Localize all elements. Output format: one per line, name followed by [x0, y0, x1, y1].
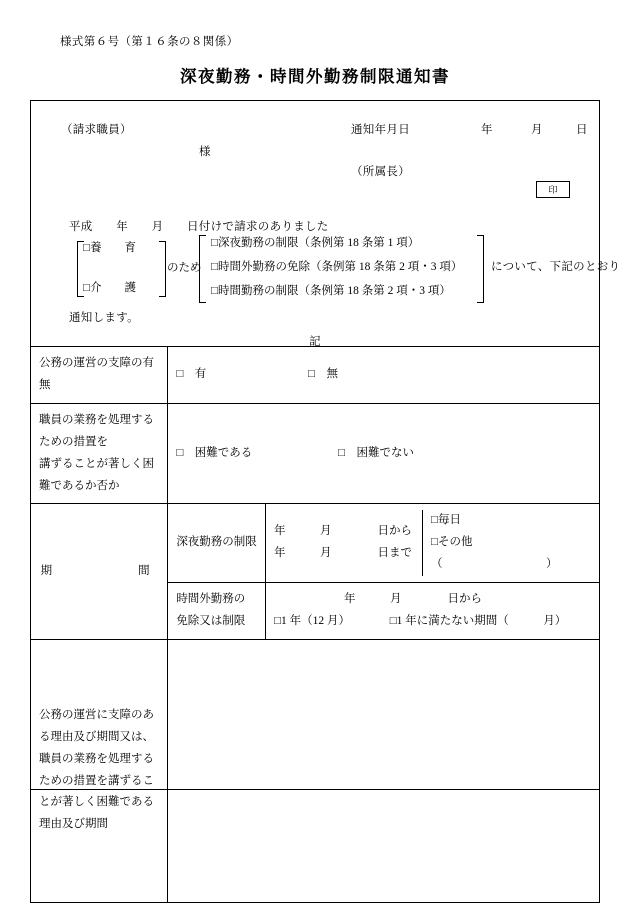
notice-date-label: 通知年月日: [351, 124, 410, 136]
row-label-reason-line1: 公務の運営に支障のあ: [39, 709, 154, 722]
row-label-reason: [31, 639, 168, 902]
form-number: 様式第６号（第１６条の８関係）: [60, 36, 239, 48]
period-overtime-options: [274, 611, 591, 633]
period-night-work-values: [266, 504, 600, 583]
form-outer-box: [30, 100, 621, 831]
table-row: [31, 504, 600, 583]
row-label-reason-line6: 理由及び期間: [39, 818, 108, 831]
form-table: [30, 346, 600, 903]
checkbox-childcare[interactable]: □養 育: [83, 242, 136, 254]
row-label-reason-line4: ための措置を講ずるこ: [39, 774, 154, 787]
period-overtime-values: [266, 582, 600, 639]
notify-line: 通知します。: [69, 312, 139, 324]
sub-label-night-work: 深夜勤務の制限: [168, 504, 266, 583]
checkbox-one-year[interactable]: □1 年（12 月）: [274, 614, 350, 627]
checkbox-less-than-one-year[interactable]: □1 年に満たない期間（ 月）: [389, 614, 567, 627]
checkbox-nursingcare[interactable]: □介 護: [83, 282, 136, 294]
period-night-from[interactable]: 年 月 日から: [274, 525, 412, 538]
sub-label-overtime-line1: 時間外勤務の: [176, 592, 246, 605]
reason-input-area[interactable]: [168, 639, 600, 902]
checkbox-hindrance-yes[interactable]: □ 有: [176, 368, 207, 381]
bracket-right-choice: [477, 235, 484, 303]
row-label-reason-line3: 職員の業務を処理する: [39, 752, 154, 765]
reason-group: [71, 239, 202, 301]
period-night-to[interactable]: 年 月 日まで: [274, 547, 412, 560]
period-night-options: [422, 510, 591, 576]
notice-date-year: 年: [481, 124, 493, 136]
checkbox-night-work-restriction[interactable]: □深夜勤務の制限（条例第 18 条第 1 項）: [211, 237, 420, 249]
row-label-hindrance: 公務の運営の支障の有無: [31, 347, 168, 404]
table-row: [31, 639, 600, 902]
row-label-difficulty: [31, 404, 168, 504]
notice-date-day: 日: [576, 124, 588, 136]
ki-marker: 記: [309, 336, 321, 348]
checkbox-overtime-exemption[interactable]: □時間外勤務の免除（条例第 18 条第 2 項・3 項）: [211, 261, 463, 273]
period-night-work-dates: [274, 521, 412, 565]
about-line: について、下記のとおり: [491, 261, 621, 273]
row-label-difficulty-line1: 職員の業務を処理するための措置を: [39, 414, 154, 448]
chief-label: （所属長）: [351, 166, 410, 178]
table-row: [31, 347, 600, 404]
request-line: 平成 年 月 日付けで請求のありました: [69, 221, 329, 233]
claimant-label: （請求職員）: [61, 124, 132, 136]
page-title: 深夜勤務・時間外勤務制限通知書: [180, 67, 450, 86]
checkbox-other[interactable]: □その他（ ）: [431, 536, 558, 571]
checkbox-not-difficult[interactable]: □ 困難でない: [338, 446, 414, 459]
checkbox-difficult[interactable]: □ 困難である: [176, 446, 253, 459]
row-label-period: 期 間: [31, 504, 168, 639]
sub-label-overtime: [168, 582, 266, 639]
addressee-honorific: 様: [199, 146, 211, 158]
checkbox-overtime-restriction[interactable]: □時間勤務の制限（条例第 18 条第 2 項・3 項）: [211, 285, 451, 297]
bracket-right-reason: [159, 241, 166, 297]
row-options-hindrance: [168, 347, 600, 404]
period-overtime-from[interactable]: 年 月 日から: [344, 592, 482, 605]
checkbox-hindrance-no[interactable]: □ 無: [308, 368, 338, 381]
notice-date-month: 月: [531, 124, 543, 136]
row-options-difficulty: [168, 404, 600, 504]
row-label-reason-line5: とが著しく困難である: [39, 796, 154, 809]
row-label-reason-line2: る理由及び期間又は、: [39, 730, 154, 743]
table-row: [31, 404, 600, 504]
form-header-area: [31, 101, 621, 348]
choice-group: [199, 233, 489, 305]
seal-box: 印: [536, 181, 570, 198]
row-label-difficulty-line2: 講ずることが著しく困難であるか否か: [39, 457, 154, 492]
for-the-purpose-label: のため: [167, 262, 202, 274]
sub-label-overtime-line2: 免除又は制限: [176, 614, 246, 627]
checkbox-everyday[interactable]: □毎日: [431, 514, 461, 527]
bracket-left-choice: [199, 235, 206, 303]
